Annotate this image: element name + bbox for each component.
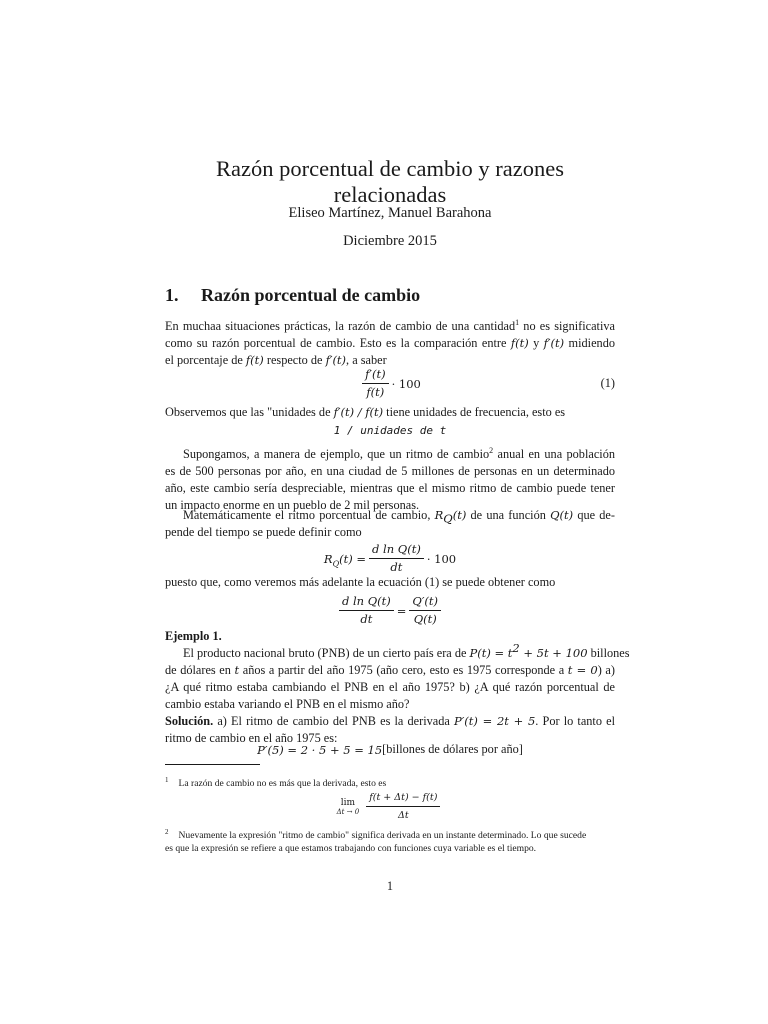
text-run: ) a) — [597, 663, 615, 677]
footnote-text: La razón de cambio no es más que la derivada, esto es — [178, 778, 387, 790]
text-run: y — [528, 336, 544, 350]
page-number: 1 — [386, 879, 394, 893]
text-run: a) El ritmo de cambio del PNB es la derivada — [213, 714, 454, 728]
math-lhs: $R_Q(t)$ = — [323, 551, 367, 568]
text-line: ritmo de cambio en el año 1975 es: — [165, 731, 338, 745]
math-text: · 100 — [391, 376, 421, 391]
footnote-ref-2: 2 — [489, 445, 494, 455]
paragraph-1 — [165, 318, 615, 369]
text-run: respecto de — [263, 353, 326, 367]
math-inline: (t) — [452, 508, 467, 522]
text-run: [billones de dólares por año] — [382, 742, 523, 756]
numerator: f(t + Δt) − f(t) — [366, 790, 440, 807]
math-subscript: Q — [443, 511, 453, 526]
equation-3 — [165, 594, 615, 627]
math-inline: R — [434, 508, 444, 522]
math-inline: + 5t + 100 — [519, 646, 588, 660]
math-text: 1 / unidades de t — [333, 424, 447, 437]
text-run: como su razón porcentual de cambio. Esto es la comparación entre — [165, 336, 511, 350]
example-block — [165, 628, 630, 747]
footnote-1-equation — [165, 790, 615, 823]
fraction — [369, 542, 424, 575]
authors: Eliseo Martínez, Manuel Barahona — [288, 205, 492, 221]
footnote-mark: 1 — [165, 776, 169, 784]
math-inline: f′(t) — [543, 336, 565, 350]
text-run: El producto nacional bruto (PNB) de un cierto país era de — [183, 646, 470, 660]
fraction — [366, 790, 440, 823]
footnote-mark: 2 — [165, 828, 169, 836]
footnote-text: es que la expresión se refiere a que estamos trabajando con funciones cuya variable es el tiempo. — [165, 843, 537, 855]
text-line: es de 500 personas por año, en una ciudad de 5 millones de personas en un determinado — [165, 464, 615, 478]
solution-equation — [165, 742, 615, 757]
paragraph-3 — [165, 446, 615, 514]
math-text: (t) = — [339, 551, 367, 566]
math-inline: f(t) — [245, 353, 264, 367]
paragraph-5 — [165, 574, 615, 591]
denominator: dt — [390, 560, 403, 574]
denominator: f(t) — [366, 385, 385, 399]
section-title: Razón porcentual de cambio — [201, 285, 421, 305]
text-line: puesto que, como veremos más adelante la ecuación (1) se puede obtener como — [165, 575, 556, 589]
text-line: cambio estaba variando el PNB en el mismo año? — [165, 697, 410, 711]
text-run: Matemáticamente el ritmo porcentual de cambio, — [183, 508, 435, 522]
equation-number: (1) — [600, 376, 615, 390]
numerator: d ln Q(t) — [369, 542, 424, 559]
numerator: f′(t) — [362, 367, 388, 384]
text-line: ¿A qué ritmo estaba cambiando el PNB en el año 1975? b) ¿A qué razón porcentual de — [165, 680, 615, 694]
text-line: pende del tiempo se puede definir como — [165, 525, 362, 539]
equation-1 — [165, 367, 615, 400]
math-inline: P(t) = t — [469, 646, 513, 660]
text-run: , a saber — [346, 353, 387, 367]
footnote-text: Nuevamente la expresión "ritmo de cambio" significa derivada en un instante determinado. Lo que sucede — [178, 830, 587, 842]
math-inline: t = 0 — [567, 663, 598, 677]
equation-2 — [165, 542, 615, 575]
footnote-ref-1: 1 — [515, 317, 520, 327]
limit-operator: lim — [340, 797, 356, 808]
text-line: año, este cambio sería despreciable, mientras que el mismo ritmo de cambio puede tener — [165, 481, 615, 495]
text-run: de dólares en — [165, 663, 235, 677]
math-inline: f′(t) — [325, 353, 347, 367]
section-heading — [165, 285, 420, 306]
math-text: = — [396, 603, 407, 618]
text-run: no es significativa — [519, 319, 615, 333]
paragraph-4 — [165, 507, 615, 541]
section-number: 1. — [165, 285, 179, 305]
numerator: d ln Q(t) — [339, 594, 394, 611]
text-run: de una función — [466, 508, 551, 522]
text-run: midiendo — [564, 336, 615, 350]
denominator: dt — [360, 612, 373, 626]
math-text: P′(5) = 2 · 5 + 5 = 15 — [257, 742, 383, 757]
text-run: Observemos que las "unidades de — [165, 405, 334, 419]
math-inline: t — [234, 663, 240, 677]
text-run: anual en una población — [493, 447, 615, 461]
math-inline: P′(t) = 2t + 5 — [453, 714, 536, 728]
fraction — [362, 367, 388, 400]
text-run: Supongamos, a manera de ejemplo, que un ritmo de cambio — [183, 447, 490, 461]
fraction-left — [339, 594, 394, 627]
math-text: · 100 — [426, 551, 457, 566]
date: Diciembre 2015 — [343, 233, 437, 249]
footnote-1 — [165, 774, 615, 790]
denominator: Δt — [397, 810, 409, 821]
math-inline: f(t) — [510, 336, 529, 350]
text-run: que de- — [573, 508, 615, 522]
math-inline: Q(t) — [550, 508, 574, 522]
example-title: Ejemplo 1. — [165, 629, 222, 643]
denominator: Q(t) — [413, 612, 437, 626]
units-expression — [165, 424, 615, 437]
footnote-divider — [165, 764, 260, 765]
solution-label: Solución. — [165, 714, 214, 728]
footnote-2 — [165, 826, 615, 855]
limit — [337, 798, 360, 816]
paragraph-2 — [165, 404, 615, 421]
text-run: En muchaa situaciones prácticas, la razón de cambio de una cantidad — [165, 319, 516, 333]
text-run: . Por lo tanto el — [535, 714, 615, 728]
text-run: billones — [587, 646, 630, 660]
text-line: un impacto enorme en un pueblo de 2 mil personas. — [165, 498, 420, 512]
math-superscript: 2 — [512, 640, 520, 655]
text-run: tiene unidades de frecuencia, esto es — [383, 405, 566, 419]
fraction-right — [409, 594, 441, 627]
document-title: Razón porcentual de cambio y razones relacionadas — [216, 156, 564, 207]
text-run: años a partir del año 1975 (año cero, esto es 1975 corresponde a — [239, 663, 568, 677]
limit-subscript: Δt → 0 — [336, 807, 360, 816]
math-inline: f′(t) / f(t) — [333, 405, 384, 419]
math-subscript: Q — [332, 558, 340, 568]
text-run: el porcentaje de — [165, 353, 246, 367]
numerator: Q′(t) — [409, 594, 441, 611]
